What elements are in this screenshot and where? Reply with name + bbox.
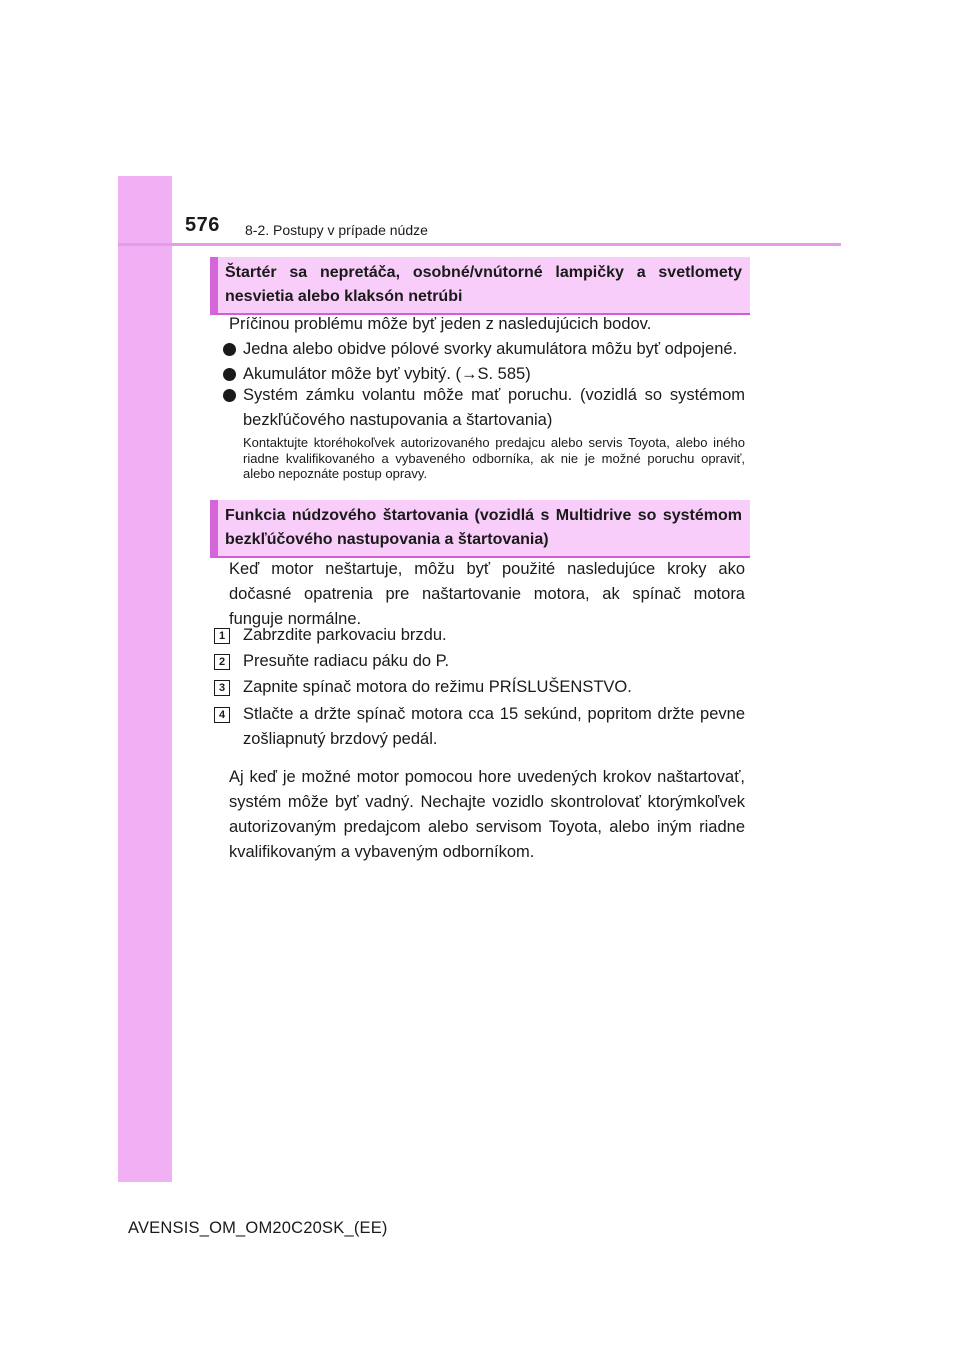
section2-intro: Keď motor neštartuje, môžu byť použité nasledujúce kroky ako dočasné opatrenia pre naštartovanie motora, ak spínač motora funguje normálne.	[229, 560, 745, 628]
step-number: 2	[214, 654, 230, 670]
side-tab-strip	[118, 176, 172, 1182]
section2-outro: Aj keď je možné motor pomocou hore uvedených krokov naštartovať, systém môže byť vadný. Nechajte vozidlo skontrolovať ktorýmkoľvek autorizovaným predajcom alebo servisom Toyota, alebo iným riadne kvalifikovaným a vybaveným odborníkom.	[229, 768, 745, 861]
section-heading-starter: Štartér sa nepretáča, osobné/vnútorné lampičky a svetlomety nesvietia alebo klaksón netrúbi	[210, 257, 750, 315]
section-heading-emergency-start: Funkcia núdzového štartovania (vozidlá s Multidrive so systémom bezkľúčového nastupovania a štartovania)	[210, 500, 750, 558]
step-text: Presuňte radiacu páku do P.	[243, 652, 450, 670]
step-item	[214, 649, 745, 674]
step-item	[214, 623, 745, 648]
step-text: Stlačte a držte spínač motora cca 15 sekúnd, popritom držte pevne zošliapnutý brzdový pedál.	[243, 705, 745, 748]
step-item	[214, 702, 745, 752]
header-divider	[118, 243, 841, 246]
page-number: 576	[185, 214, 220, 236]
bullet-item	[223, 337, 745, 362]
step-text: Zabrzdite parkovaciu brzdu.	[243, 626, 447, 644]
bullet-dot-icon	[223, 389, 236, 402]
step-item	[214, 675, 745, 700]
bullet-text: Akumulátor môže byť vybitý. (→S. 585)	[243, 365, 531, 383]
step-number: 1	[214, 628, 230, 644]
step-text: Zapnite spínač motora do režimu PRÍSLUŠENSTVO.	[243, 678, 632, 696]
section1-intro: Príčinou problému môže byť jeden z nasledujúcich bodov.	[229, 315, 652, 333]
step-number: 3	[214, 680, 230, 696]
note-text: Kontaktujte ktoréhokoľvek autorizovaného predajcu alebo servis Toyota, alebo iného riadne kvalifikovaného a vybaveného odborníka, ak nie je možné poruchu opraviť, alebo nepoznáte postup opravy.	[243, 435, 745, 481]
section-title: 8-2. Postupy v prípade núdze	[245, 222, 428, 238]
footer-document-code: AVENSIS_OM_OM20C20SK_(EE)	[128, 1219, 388, 1237]
bullet-text: Systém zámku volantu môže mať poruchu. (vozidlá so systémom bezkľúčového nastupovania a štartovania)	[243, 386, 745, 429]
bullet-text: Jedna alebo obidve pólové svorky akumulátora môžu byť odpojené.	[243, 340, 738, 358]
bullet-dot-icon	[223, 343, 236, 356]
step-number: 4	[214, 707, 230, 723]
bullet-item	[223, 383, 745, 433]
bullet-dot-icon	[223, 368, 236, 381]
